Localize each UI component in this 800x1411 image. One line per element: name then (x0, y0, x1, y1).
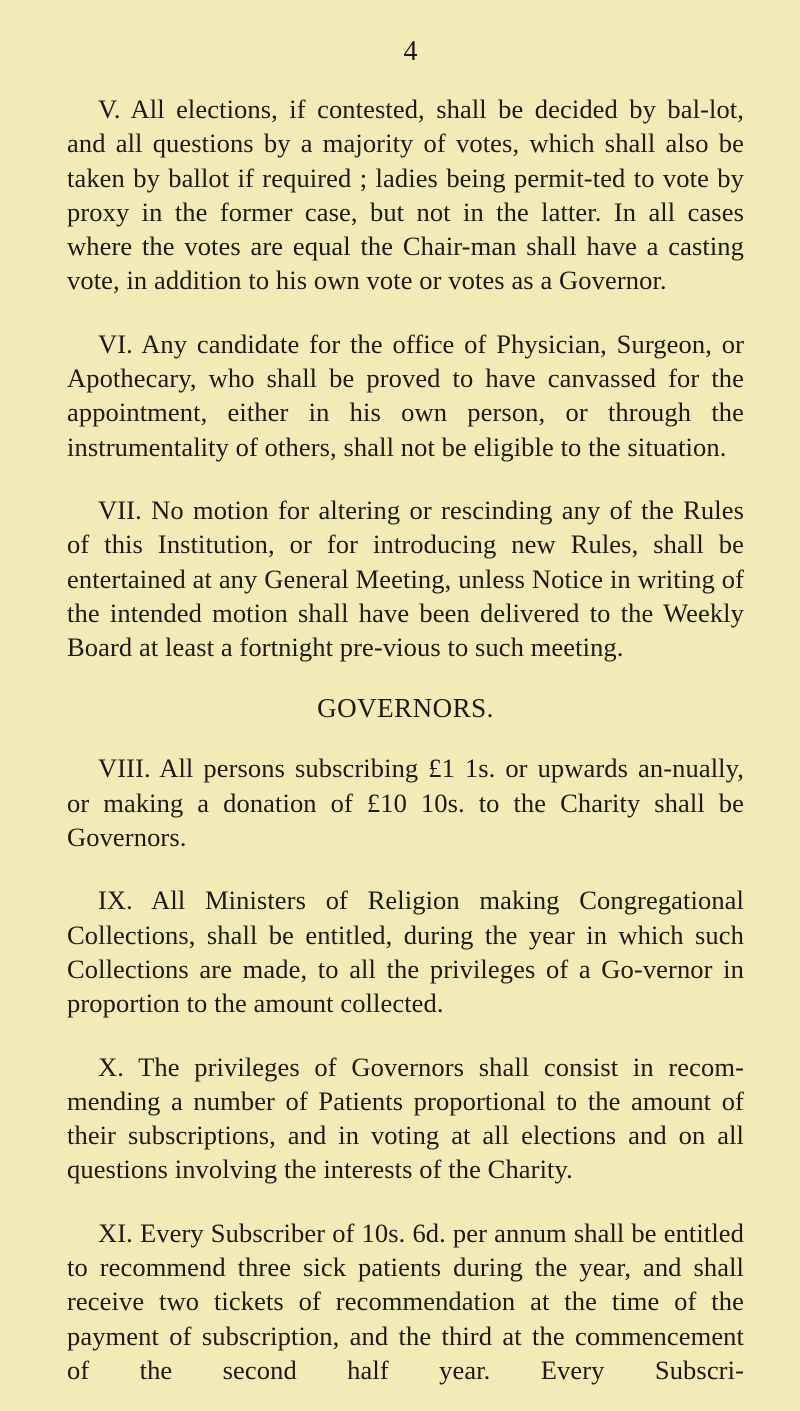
rule-v: V. All elections, if contested, shall be decided by bal-lot, and all questions by a majority of votes, which shall also be taken by ballot if required ; ladies being permit-ted to vote by proxy in the former case, but not in the latter. In all cases where the votes are equal the Chair-man shall have a casting vote, in addition to his own vote or votes as a Governor. (67, 94, 744, 296)
rule-x: X. The privileges of Governors shall consist in recom-mending a number of Patients proportional to the amount of their subscriptions, and in voting at all elections and on all questions involving the interests of the Charity. (67, 1051, 744, 1185)
section-heading-governors: GOVERNORS. (317, 693, 494, 724)
rule-vii: VII. No motion for altering or rescinding any of the Rules of this Institution, or for introducing new Rules, shall be entertained at any General Meeting, unless Notice in writing of the intended motion shall have been delivered to the Weekly Board at least a fortnight pre-vious to such meeting. (67, 494, 744, 663)
rule-ix: IX. All Ministers of Religion making Congregational Collections, shall be entitled, during the year in which such Collections are made, to all the privileges of a Go-vernor in proportion to the amount collected. (67, 885, 744, 1019)
page-number: 4 (403, 36, 418, 67)
rule-xi: XI. Every Subscriber of 10s. 6d. per annum shall be entitled to recommend three sick patients during the year, and shall receive two tickets of recommendation at the time of the payment of subscription, and the third at the commencement of the second half year. Every Subscri- (67, 1217, 744, 1385)
rule-viii: VIII. All persons subscribing £1 1s. or upwards an-nually, or making a donation of £10 10s. to the Charity shall be Governors. (67, 753, 744, 853)
rule-vi: VI. Any candidate for the office of Physician, Surgeon, or Apothecary, who shall be proved to have canvassed for the appointment, either in his own person, or through the instrumentality of others, shall not be eligible to the situation. (67, 328, 744, 462)
